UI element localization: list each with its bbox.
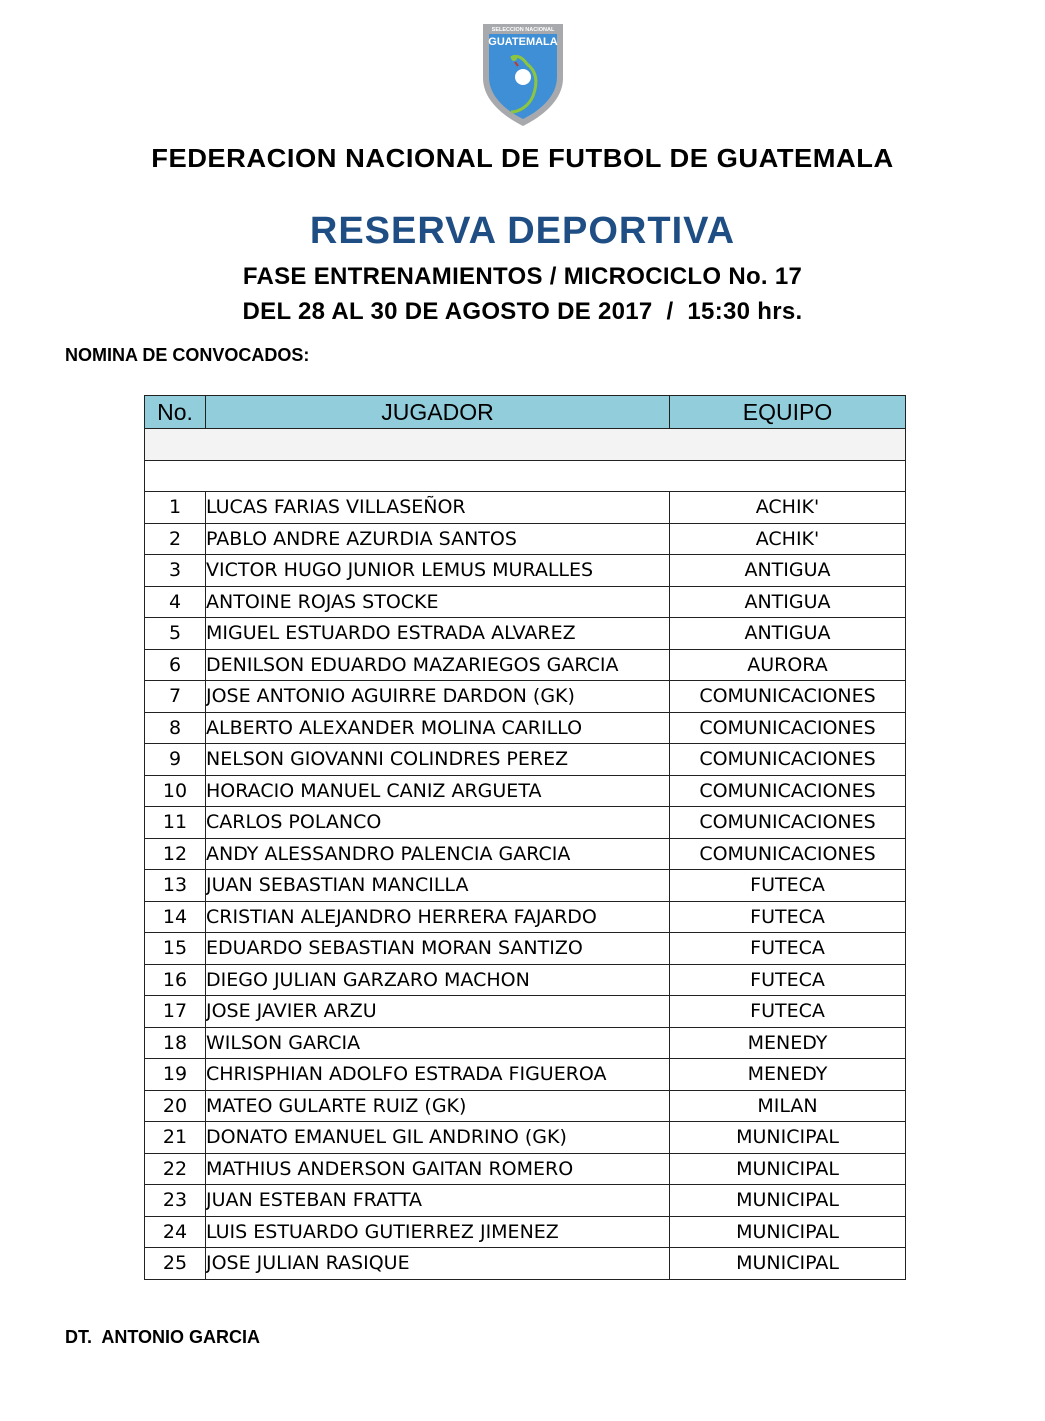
section-label: NOMINA DE CONVOCADOS: bbox=[65, 345, 310, 365]
player-number: 24 bbox=[145, 1216, 206, 1248]
player-number: 14 bbox=[145, 901, 206, 933]
player-team: ANTIGUA bbox=[670, 618, 906, 650]
player-name: MATEO GULARTE RUIZ (GK) bbox=[206, 1090, 670, 1122]
player-name: JUAN ESTEBAN FRATTA bbox=[206, 1185, 670, 1217]
player-team: ACHIK' bbox=[670, 523, 906, 555]
player-number: 18 bbox=[145, 1027, 206, 1059]
player-name: LUCAS FARIAS VILLASEÑOR bbox=[206, 492, 670, 524]
ball-icon bbox=[515, 69, 531, 85]
player-name: ALBERTO ALEXANDER MOLINA CARILLO bbox=[206, 712, 670, 744]
player-number: 15 bbox=[145, 933, 206, 965]
player-name: JOSE JULIAN RASIQUE bbox=[206, 1248, 670, 1280]
table-row bbox=[145, 523, 906, 555]
player-team: ACHIK' bbox=[670, 492, 906, 524]
table-row bbox=[145, 712, 906, 744]
player-team: MUNICIPAL bbox=[670, 1153, 906, 1185]
player-team: FUTECA bbox=[670, 933, 906, 965]
player-number: 19 bbox=[145, 1059, 206, 1091]
player-number: 16 bbox=[145, 964, 206, 996]
player-name: JOSE ANTONIO AGUIRRE DARDON (GK) bbox=[206, 681, 670, 713]
player-name: HORACIO MANUEL CANIZ ARGUETA bbox=[206, 775, 670, 807]
player-team: MENEDY bbox=[670, 1027, 906, 1059]
player-number: 20 bbox=[145, 1090, 206, 1122]
player-team: MUNICIPAL bbox=[670, 1216, 906, 1248]
table-row bbox=[145, 807, 906, 839]
player-team: MUNICIPAL bbox=[670, 1248, 906, 1280]
player-number: 10 bbox=[145, 775, 206, 807]
column-header-player: JUGADOR bbox=[206, 396, 670, 429]
player-team: COMUNICACIONES bbox=[670, 712, 906, 744]
player-name: WILSON GARCIA bbox=[206, 1027, 670, 1059]
player-team: ANTIGUA bbox=[670, 555, 906, 587]
table-header-row bbox=[145, 396, 906, 429]
organization-title: FEDERACION NACIONAL DE FUTBOL DE GUATEMALA bbox=[151, 143, 894, 173]
coach-signature: DT. ANTONIO GARCIA bbox=[65, 1327, 261, 1347]
player-team: ANTIGUA bbox=[670, 586, 906, 618]
player-number: 12 bbox=[145, 838, 206, 870]
table-row bbox=[145, 1027, 906, 1059]
federation-logo bbox=[477, 20, 569, 128]
player-number: 25 bbox=[145, 1248, 206, 1280]
player-team: FUTECA bbox=[670, 901, 906, 933]
player-name: MIGUEL ESTUARDO ESTRADA ALVAREZ bbox=[206, 618, 670, 650]
player-team: COMUNICACIONES bbox=[670, 744, 906, 776]
table-row bbox=[145, 1122, 906, 1154]
player-team: COMUNICACIONES bbox=[670, 681, 906, 713]
table-row bbox=[145, 901, 906, 933]
player-name: CARLOS POLANCO bbox=[206, 807, 670, 839]
phase-subtitle: FASE ENTRENAMIENTOS / MICROCICLO No. 17 bbox=[242, 263, 803, 290]
table-row bbox=[145, 555, 906, 587]
table-row bbox=[145, 996, 906, 1028]
player-team: MENEDY bbox=[670, 1059, 906, 1091]
table-row bbox=[145, 964, 906, 996]
column-header-no: No. bbox=[145, 396, 206, 429]
player-team: COMUNICACIONES bbox=[670, 775, 906, 807]
player-name: PABLO ANDRE AZURDIA SANTOS bbox=[206, 523, 670, 555]
player-team: FUTECA bbox=[670, 870, 906, 902]
player-team: FUTECA bbox=[670, 996, 906, 1028]
table-row bbox=[145, 1153, 906, 1185]
table-row bbox=[145, 681, 906, 713]
table-row bbox=[145, 775, 906, 807]
logo-name: GUATEMALA bbox=[488, 36, 558, 48]
player-number: 23 bbox=[145, 1185, 206, 1217]
table-row bbox=[145, 933, 906, 965]
player-number: 11 bbox=[145, 807, 206, 839]
player-name: NELSON GIOVANNI COLINDRES PEREZ bbox=[206, 744, 670, 776]
table-row bbox=[145, 1185, 906, 1217]
table-row bbox=[145, 1090, 906, 1122]
table-row bbox=[145, 744, 906, 776]
player-number: 3 bbox=[145, 555, 206, 587]
table-row bbox=[145, 586, 906, 618]
player-number: 1 bbox=[145, 492, 206, 524]
gap-row bbox=[145, 460, 906, 492]
player-name: CRISTIAN ALEJANDRO HERRERA FAJARDO bbox=[206, 901, 670, 933]
table-row bbox=[145, 649, 906, 681]
player-team: FUTECA bbox=[670, 964, 906, 996]
column-header-team: EQUIPO bbox=[670, 396, 906, 429]
table-row bbox=[145, 1216, 906, 1248]
table-row bbox=[145, 1059, 906, 1091]
player-name: LUIS ESTUARDO GUTIERREZ JIMENEZ bbox=[206, 1216, 670, 1248]
player-name: DONATO EMANUEL GIL ANDRINO (GK) bbox=[206, 1122, 670, 1154]
player-team: COMUNICACIONES bbox=[670, 838, 906, 870]
player-name: ANDY ALESSANDRO PALENCIA GARCIA bbox=[206, 838, 670, 870]
player-name: JUAN SEBASTIAN MANCILLA bbox=[206, 870, 670, 902]
player-name: DIEGO JULIAN GARZARO MACHON bbox=[206, 964, 670, 996]
table-row bbox=[145, 618, 906, 650]
player-team: MUNICIPAL bbox=[670, 1122, 906, 1154]
roster-table bbox=[144, 395, 906, 1280]
player-team: MUNICIPAL bbox=[670, 1185, 906, 1217]
player-name: CHRISPHIAN ADOLFO ESTRADA FIGUEROA bbox=[206, 1059, 670, 1091]
player-number: 9 bbox=[145, 744, 206, 776]
player-name: MATHIUS ANDERSON GAITAN ROMERO bbox=[206, 1153, 670, 1185]
player-number: 21 bbox=[145, 1122, 206, 1154]
player-number: 22 bbox=[145, 1153, 206, 1185]
date-subtitle: DEL 28 AL 30 DE AGOSTO DE 2017 / 15:30 hrs. bbox=[242, 298, 803, 325]
player-team: COMUNICACIONES bbox=[670, 807, 906, 839]
player-number: 7 bbox=[145, 681, 206, 713]
table-row bbox=[145, 492, 906, 524]
player-number: 8 bbox=[145, 712, 206, 744]
spacer-row bbox=[145, 429, 906, 461]
player-number: 4 bbox=[145, 586, 206, 618]
player-number: 5 bbox=[145, 618, 206, 650]
player-team: AURORA bbox=[670, 649, 906, 681]
player-name: DENILSON EDUARDO MAZARIEGOS GARCIA bbox=[206, 649, 670, 681]
player-number: 6 bbox=[145, 649, 206, 681]
player-number: 13 bbox=[145, 870, 206, 902]
player-team: MILAN bbox=[670, 1090, 906, 1122]
table-row bbox=[145, 870, 906, 902]
table-row bbox=[145, 1248, 906, 1280]
table-row bbox=[145, 838, 906, 870]
player-name: JOSE JAVIER ARZU bbox=[206, 996, 670, 1028]
player-number: 17 bbox=[145, 996, 206, 1028]
player-number: 2 bbox=[145, 523, 206, 555]
player-name: EDUARDO SEBASTIAN MORAN SANTIZO bbox=[206, 933, 670, 965]
player-name: VICTOR HUGO JUNIOR LEMUS MURALLES bbox=[206, 555, 670, 587]
logo-top-text: SELECCION NACIONAL bbox=[491, 27, 555, 33]
page-title: RESERVA DEPORTIVA bbox=[309, 210, 736, 252]
player-name: ANTOINE ROJAS STOCKE bbox=[206, 586, 670, 618]
